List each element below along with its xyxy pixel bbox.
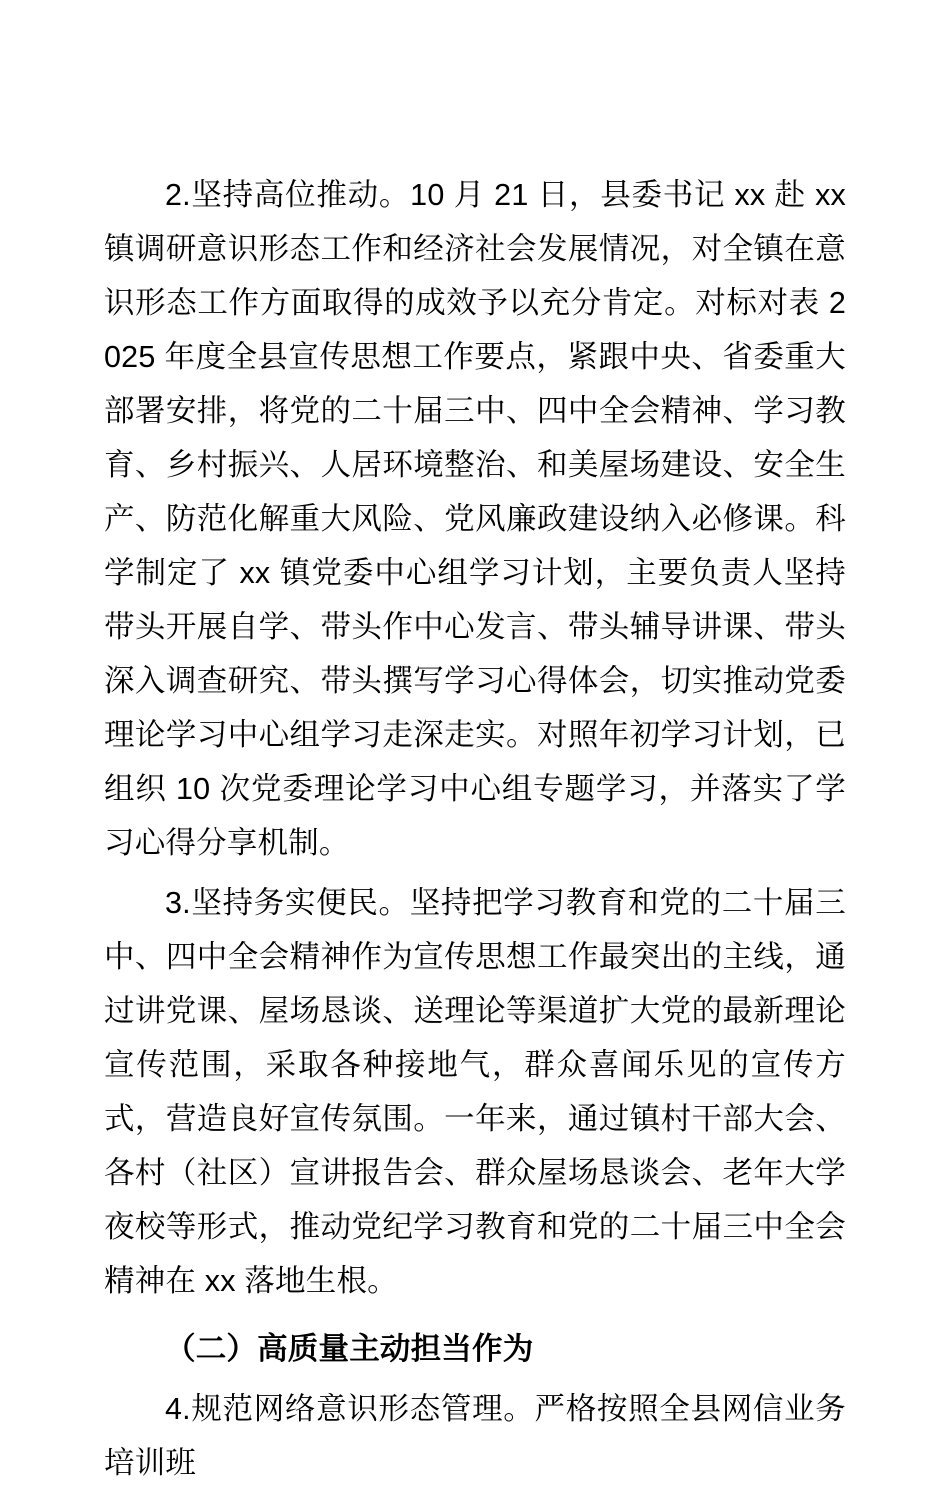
- paragraph-item-4: 4.规范网络意识形态管理。严格按照全县网信业务培训班: [104, 1392, 846, 1480]
- paragraph-item-3: 3.坚持务实便民。坚持把学习教育和党的二十届三中、四中全会精神作为宣传思想工作最突出的主线，通过讲党课、屋场恳谈、送理论等渠道扩大党的最新理论宣传范围，采取各种接地气，群众喜闻乐见的宣传方式，营造良好宣传氛围。一年来，通过镇村干部大会、各村（社区）宣讲报告会、群众屋场恳谈会、老年大学夜校等形式，推动党纪学习教育和党的二十届三中全会精神在 xx 落地生根。: [104, 886, 846, 1298]
- paragraph-item-2: 2.坚持高位推动。10 月 21 日，县委书记 xx 赴 xx 镇调研意识形态工作和经济社会发展情况，对全镇在意识形态工作方面取得的成效予以充分肯定。对标对表 2025 年度全县宣传思想工作要点，紧跟中央、省委重大部署安排，将党的二十届三中、四中全会精神、学习教育、乡村振兴、人居环境整治、和美屋场建设、安全生产、防范化解重大风险、党风廉政建设纳入必修课。科学制定了 xx 镇党委中心组学习计划，主要负责人坚持带头开展自学、带头作中心发言、带头辅导讲课、带头深入调查研究、带头撰写学习心得体会，切实推动党委理论学习中心组学习走深走实。对照年初学习计划，已组织 10 次党委理论学习中心组专题学习，并落实了学习心得分享机制。: [104, 178, 846, 860]
- section-heading-2: （二）高质量主动担当作为: [165, 1332, 534, 1366]
- document-body: [104, 168, 846, 1490]
